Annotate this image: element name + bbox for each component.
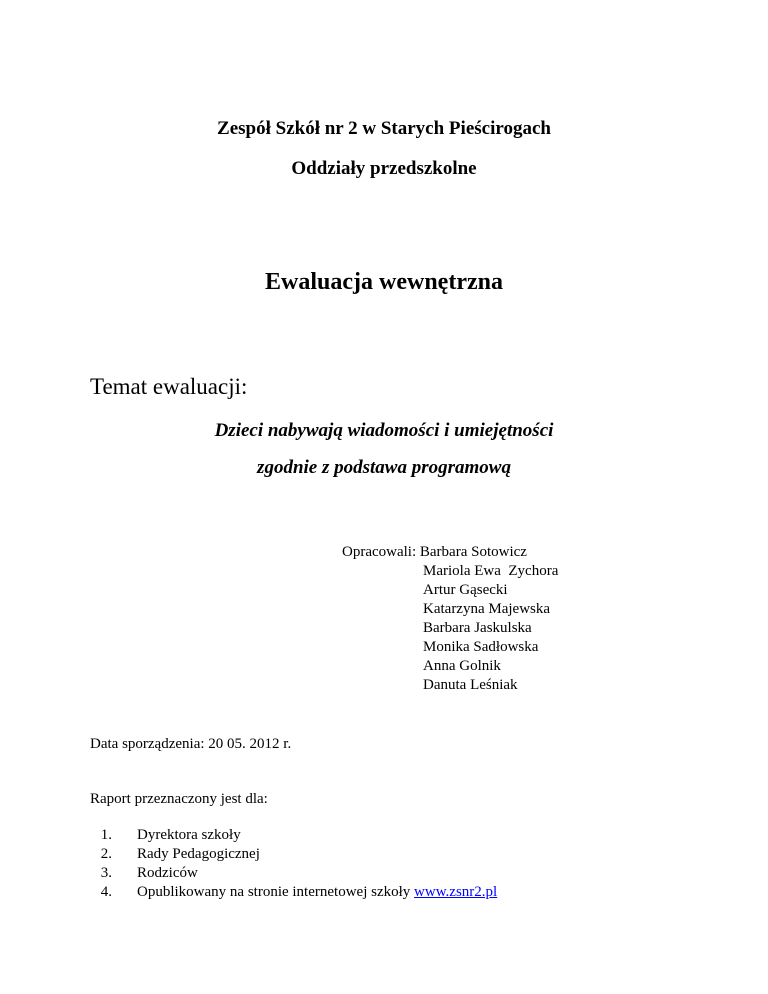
list-number: 2. <box>100 846 112 862</box>
topic-label: Temat ewaluacji: <box>90 374 248 399</box>
list-text: Dyrektora szkoły <box>137 827 241 843</box>
authors-block <box>342 543 558 695</box>
list-item <box>90 864 497 883</box>
list-text: Opublikowany na stronie internetowej szkoły <box>137 884 415 900</box>
list-item <box>90 845 497 864</box>
author-name: Barbara Sotowicz <box>419 544 527 560</box>
list-text: Rady Pedagogicznej <box>137 846 260 862</box>
list-item <box>90 826 497 845</box>
report-intro: Raport przeznaczony jest dla: <box>90 791 268 807</box>
author-row <box>342 657 558 676</box>
list-item <box>90 883 497 902</box>
website-link[interactable]: www.zsnr2.pl <box>414 884 498 900</box>
author-row <box>342 562 558 581</box>
list-number: 4. <box>100 884 112 900</box>
date-line: Data sporządzenia: 20 05. 2012 r. <box>90 736 292 752</box>
authors-label: Opracowali: <box>342 544 417 560</box>
document-title: Ewaluacja wewnętrzna <box>265 269 503 295</box>
author-name: Danuta Leśniak <box>423 677 518 693</box>
author-row <box>342 638 558 657</box>
author-row <box>342 581 558 600</box>
author-name: Artur Gąsecki <box>423 582 508 598</box>
school-name: Zespół Szkół nr 2 w Starych Pieścirogach <box>217 118 551 139</box>
author-name: Barbara Jaskulska <box>423 620 532 636</box>
author-row <box>342 619 558 638</box>
author-name: Katarzyna Majewska <box>423 601 551 617</box>
author-name: Monika Sadłowska <box>423 639 539 655</box>
author-row <box>342 600 558 619</box>
author-row <box>342 543 558 562</box>
department-name: Oddziały przedszkolne <box>291 158 477 179</box>
recipient-list <box>90 826 497 902</box>
topic-line-2: zgodnie z podstawa programową <box>257 457 511 478</box>
topic-line-1: Dzieci nabywają wiadomości i umiejętności <box>214 420 554 441</box>
author-name: Mariola Ewa Zychora <box>423 563 559 579</box>
list-number: 3. <box>100 865 112 881</box>
author-row <box>342 676 558 695</box>
list-number: 1. <box>100 827 112 843</box>
author-name: Anna Golnik <box>423 658 501 674</box>
list-text: Rodziców <box>137 865 198 881</box>
